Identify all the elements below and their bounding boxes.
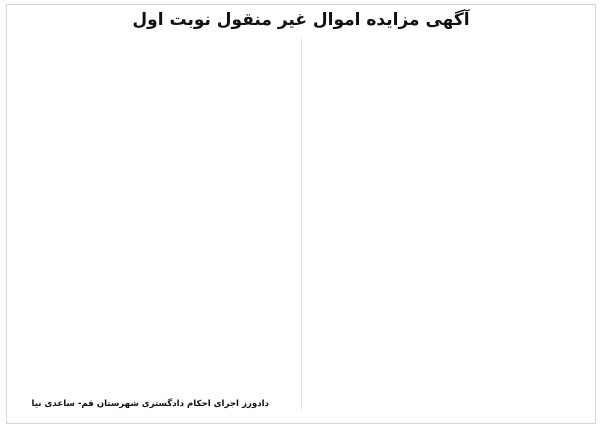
notice-body — [10, 38, 592, 410]
column-divider — [301, 38, 302, 410]
right-column — [312, 38, 593, 410]
left-column — [10, 38, 291, 410]
signature-line: دادورز اجرای احکام دادگستری شهرستان قم- ساعدی نیا — [31, 399, 269, 409]
notice-title: آگهی مزایده اموال غیر منقول نوبت اول — [132, 10, 470, 30]
